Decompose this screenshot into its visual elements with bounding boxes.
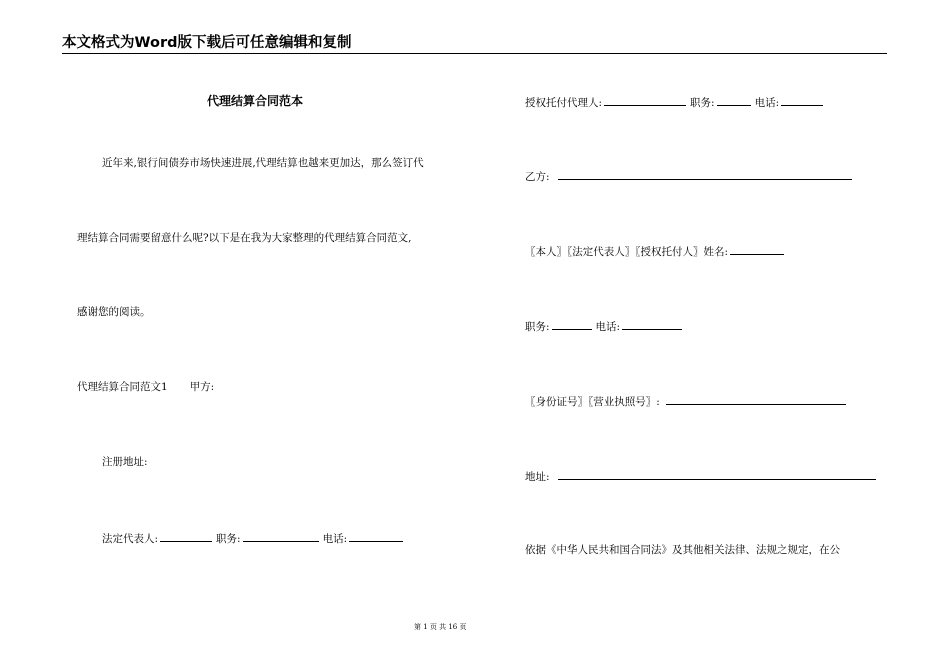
- registered-address-label: 注册地址:: [102, 456, 148, 468]
- right-position-label: 职务:: [525, 321, 550, 333]
- basis-line: 依据《中华人民共和国合同法》及其他相关法律、法规之规定，在公: [525, 544, 840, 556]
- page-number: 第 1 页 共 16 页: [414, 623, 467, 631]
- party-b-label: 乙方:: [525, 171, 550, 183]
- name-blank[interactable]: [730, 243, 784, 255]
- position-label: 职务:: [216, 533, 241, 545]
- agent-row: [525, 94, 827, 110]
- right-phone-blank[interactable]: [622, 318, 682, 330]
- phone-label: 电话:: [322, 533, 348, 545]
- party-a-label: 甲方:: [189, 381, 215, 393]
- party-b-row: [525, 168, 856, 184]
- address-label: 地址:: [525, 471, 550, 483]
- document-title: 代理结算合同范本: [207, 94, 304, 108]
- legal-rep-row: [102, 530, 407, 546]
- legal-rep-blank[interactable]: [160, 530, 212, 542]
- agent-label: 授权托付代理人:: [525, 97, 603, 109]
- phone-blank[interactable]: [349, 530, 403, 542]
- header-divider: [62, 53, 887, 54]
- agent-phone-label: 电话:: [754, 97, 780, 109]
- agent-phone-blank[interactable]: [781, 94, 823, 106]
- id-row: [525, 393, 850, 409]
- position-phone-row: [525, 318, 686, 334]
- address-row: [525, 468, 880, 484]
- party-b-blank[interactable]: [558, 168, 852, 180]
- address-blank[interactable]: [558, 468, 876, 480]
- right-phone-label: 电话:: [595, 321, 621, 333]
- person-type-row: [525, 243, 788, 259]
- agent-position-blank[interactable]: [717, 94, 751, 106]
- agent-blank[interactable]: [604, 94, 686, 106]
- id-label: 〖身份证号〗〖营业执照号〗:: [525, 396, 660, 408]
- sample-heading-row: [77, 380, 214, 394]
- intro-paragraph-line-2: 理结算合同需要留意什么呢?以下是在我为大家整理的代理结算合同范文,: [77, 232, 412, 244]
- intro-paragraph-line-3: 感谢您的阅读。: [77, 306, 151, 318]
- agent-position-label: 职务:: [690, 97, 715, 109]
- right-position-blank[interactable]: [552, 318, 592, 330]
- legal-rep-label: 法定代表人:: [102, 533, 159, 545]
- intro-paragraph-line-1: 近年来,银行间债券市场快速进展,代理结算也越来更加达，那么签订代: [102, 157, 424, 169]
- id-blank[interactable]: [666, 393, 846, 405]
- sample-label: 代理结算合同范文1: [77, 381, 168, 393]
- position-blank[interactable]: [243, 530, 319, 542]
- person-type-label: 〖本人〗〖法定代表人〗〖授权托付人〗姓名:: [525, 246, 729, 258]
- page-header-banner: 本文格式为Word版下载后可任意编辑和复制: [62, 35, 352, 51]
